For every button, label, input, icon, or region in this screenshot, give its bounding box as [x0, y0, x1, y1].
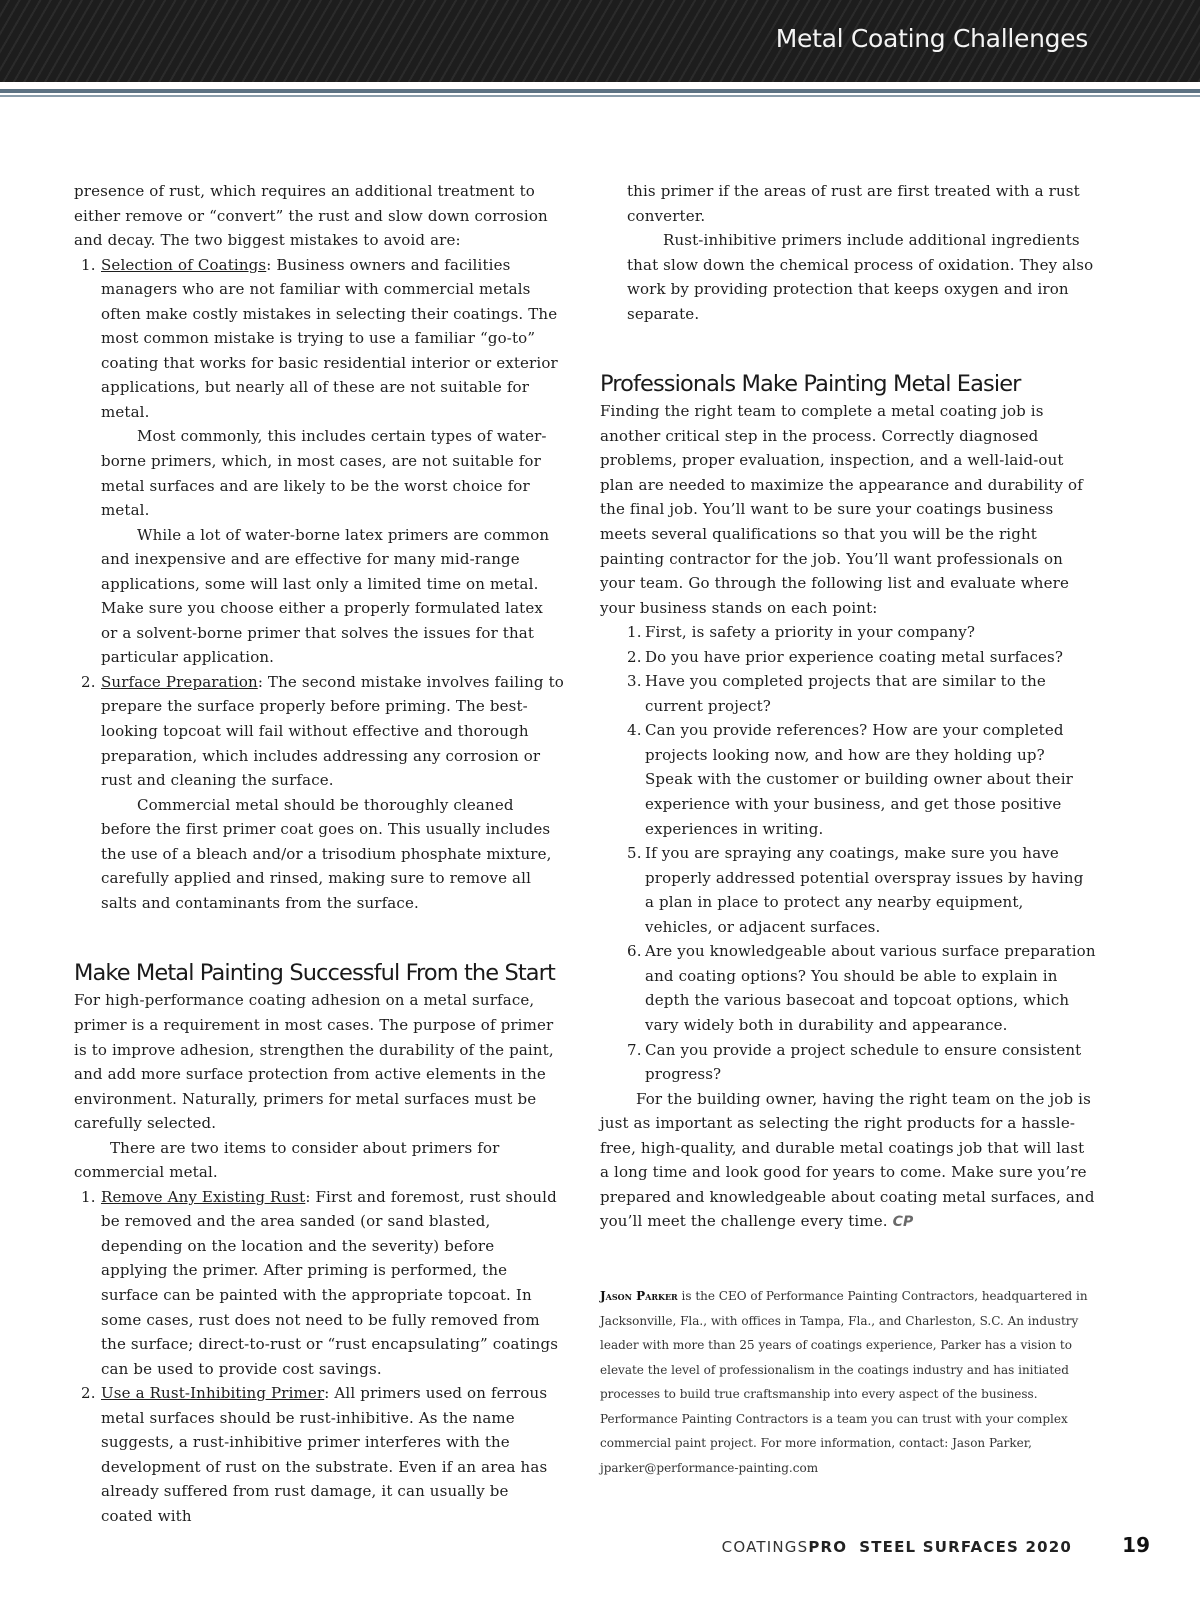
author-bio — [600, 1284, 1090, 1480]
list-number: 4. — [627, 721, 642, 740]
questions-list — [600, 620, 1096, 1086]
page-footer — [0, 1530, 1200, 1570]
section-heading: Make Metal Painting Successful From the Start — [74, 960, 555, 987]
continued-paragraph: this primer if the areas of rust are first treated with a rust converter. — [627, 182, 1080, 225]
running-header-title: Metal Coating Challenges — [775, 24, 1088, 53]
header-rule-thin — [0, 95, 1200, 97]
list-item — [600, 1038, 1096, 1087]
list-item — [600, 718, 1096, 841]
list-item — [74, 1185, 564, 1381]
left-column — [74, 179, 564, 1528]
body-paragraph: Finding the right team to complete a metal coating job is another critical step in the process. Correctly diagnosed problems, proper evaluation, inspection, and a well-laid-out plan are needed to maximize the appearance and durability of the final job. You’ll want to be sure your coatings business meets several qualifications so that you will be the right painting contractor for the job. You’ll want professionals on your team. Go through the following list and evaluate where your business stands on each point: — [600, 402, 1083, 617]
list-number: 7. — [627, 1040, 642, 1059]
list-number: 6. — [627, 942, 642, 961]
closing-text: For the building owner, having the right team on the job is just as important as selecting the right products for a hassle-free, high-quality, and durable metal coatings job that will last a long time and look good for years to come. Make sure you’re prepared and knowledgeable about coating metal surfaces, and you’ll meet the challenge every time. — [600, 1089, 1095, 1231]
footer-brand-light: COATINGS — [721, 1538, 809, 1556]
list-item — [600, 841, 1096, 939]
author-bio-text: is the CEO of Performance Painting Contractors, headquartered in Jacksonville, Fla., with offices in Tampa, Fla., and Charleston, S.C. An industry leader with more than 25 years of coatings experience, Parker has a vision to elevate the level of professionalism in the coatings industry and has initiated processes to build true craftsmanship into every aspect of the business. Performance Painting Contractors is a team you can trust with your complex commercial paint project. For more information, contact: Jason Parker, jparker@performance-painting.com — [600, 1289, 1088, 1475]
body-paragraph: There are two items to consider about primers for commercial metal. — [74, 1138, 500, 1182]
sub-paragraph: Most commonly, this includes certain types of water-borne primers, which, in most cases, are not suitable for metal surfaces and are likely to be the worst choice for metal. — [101, 427, 547, 520]
list-text: : All primers used on ferrous metal surfaces should be rust-inhibitive. As the name suggests, a rust-inhibitive primer interferes with the development of rust on the substrate. Even if an area has already suffered from rust damage, it can usually be coated with — [101, 1384, 548, 1525]
underlined-term: Selection of Coatings — [101, 255, 267, 274]
footer-brand-bold: PRO — [808, 1538, 848, 1556]
list-item — [600, 939, 1096, 1037]
primer-items-list — [74, 1185, 564, 1529]
list-item — [600, 669, 1096, 718]
list-text: If you are spraying any coatings, make sure you have properly addressed potential overspray issues by having a plan in place to protect any nearby equipment, vehicles, or adjacent surfaces. — [645, 844, 1084, 936]
underlined-term: Remove Any Existing Rust — [101, 1187, 306, 1206]
list-text: : The second mistake involves failing to prepare the surface properly before priming. The best-looking topcoat will fail without effective and thorough preparation, which includes addressing any corrosion or rust and cleaning the surface. — [101, 672, 564, 790]
list-number: 2. — [81, 1384, 96, 1403]
underlined-term: Use a Rust-Inhibiting Primer — [101, 1384, 325, 1403]
header-rule — [0, 89, 1200, 93]
list-number: 2. — [81, 672, 96, 691]
list-item — [600, 620, 1096, 645]
list-number: 2. — [627, 647, 642, 666]
list-text: Do you have prior experience coating metal surfaces? — [645, 647, 1064, 666]
list-item — [74, 670, 564, 915]
list-text: : First and foremost, rust should be removed and the area sanded (or sand blasted, depending on the location and the severity) before applying the primer. After priming is performed, the surface can be painted with the appropriate topcoat. In some cases, rust does not need to be fully removed from the surface; direct-to-rust or “rust encapsulating” coatings can be used to provide cost savings. — [101, 1187, 559, 1378]
author-name: Jason Parker — [600, 1289, 678, 1303]
list-text: First, is safety a priority in your company? — [645, 623, 976, 642]
page-number: 19 — [1122, 1533, 1150, 1557]
list-text: Have you completed projects that are similar to the current project? — [645, 672, 1046, 715]
right-column — [600, 179, 1096, 1235]
end-mark: CP — [892, 1214, 914, 1231]
list-number: 1. — [81, 1187, 96, 1206]
list-text: Can you provide references? How are your completed projects looking now, and how are they holding up? Speak with the customer or building owner about their experience with your business, and get those positive experiences in writing. — [645, 721, 1073, 838]
footer-issue: STEEL SURFACES 2020 — [859, 1538, 1072, 1556]
section-heading: Professionals Make Painting Metal Easier — [600, 371, 1021, 398]
mistakes-list — [74, 253, 564, 916]
intro-paragraph: presence of rust, which requires an additional treatment to either remove or “convert” the rust and slow down corrosion and decay. The two biggest mistakes to avoid are: — [74, 182, 548, 250]
sub-paragraph: Commercial metal should be thoroughly cleaned before the first primer coat goes on. This usually includes the use of a bleach and/or a trisodium phosphate mixture, carefully applied and rinsed, making sure to remove all salts and contaminants from the surface. — [101, 795, 552, 912]
list-text: : Business owners and facilities managers who are not familiar with commercial metals often make costly mistakes in selecting their coatings. The most common mistake is trying to use a familiar “go-to” coating that works for basic residential interior or exterior applications, but nearly all of these are not suitable for metal. — [101, 255, 558, 421]
list-number: 5. — [627, 844, 642, 863]
list-text: Are you knowledgeable about various surface preparation and coating options? You should be able to explain in depth the various basecoat and topcoat options, which vary widely both in durability and appearance. — [645, 942, 1096, 1034]
list-item — [74, 1381, 564, 1528]
list-text: Can you provide a project schedule to ensure consistent progress? — [645, 1040, 1082, 1084]
sub-paragraph: While a lot of water-borne latex primers are common and inexpensive and are effective for many mid-range applications, some will last only a limited time on metal. Make sure you choose either a properly formulated latex or a solvent-borne primer that solves the issues for that particular application. — [101, 525, 550, 667]
list-number: 1. — [627, 623, 642, 642]
continued-paragraph: Rust-inhibitive primers include additional ingredients that slow down the chemical process of oxidation. They also work by providing protection that keeps oxygen and iron separate. — [627, 231, 1094, 323]
underlined-term: Surface Preparation — [101, 672, 258, 691]
footer-magazine — [722, 1538, 1072, 1556]
list-item — [600, 645, 1096, 670]
list-number: 1. — [81, 255, 96, 274]
closing-paragraph — [600, 1087, 1096, 1235]
list-number: 3. — [627, 672, 642, 691]
list-item — [74, 253, 564, 670]
body-paragraph: For high-performance coating adhesion on a metal surface, primer is a requirement in most cases. The purpose of primer is to improve adhesion, strengthen the durability of the paint, and add more surface protection from active elements in the environment. Naturally, primers for metal surfaces must be carefully selected. — [74, 991, 554, 1133]
